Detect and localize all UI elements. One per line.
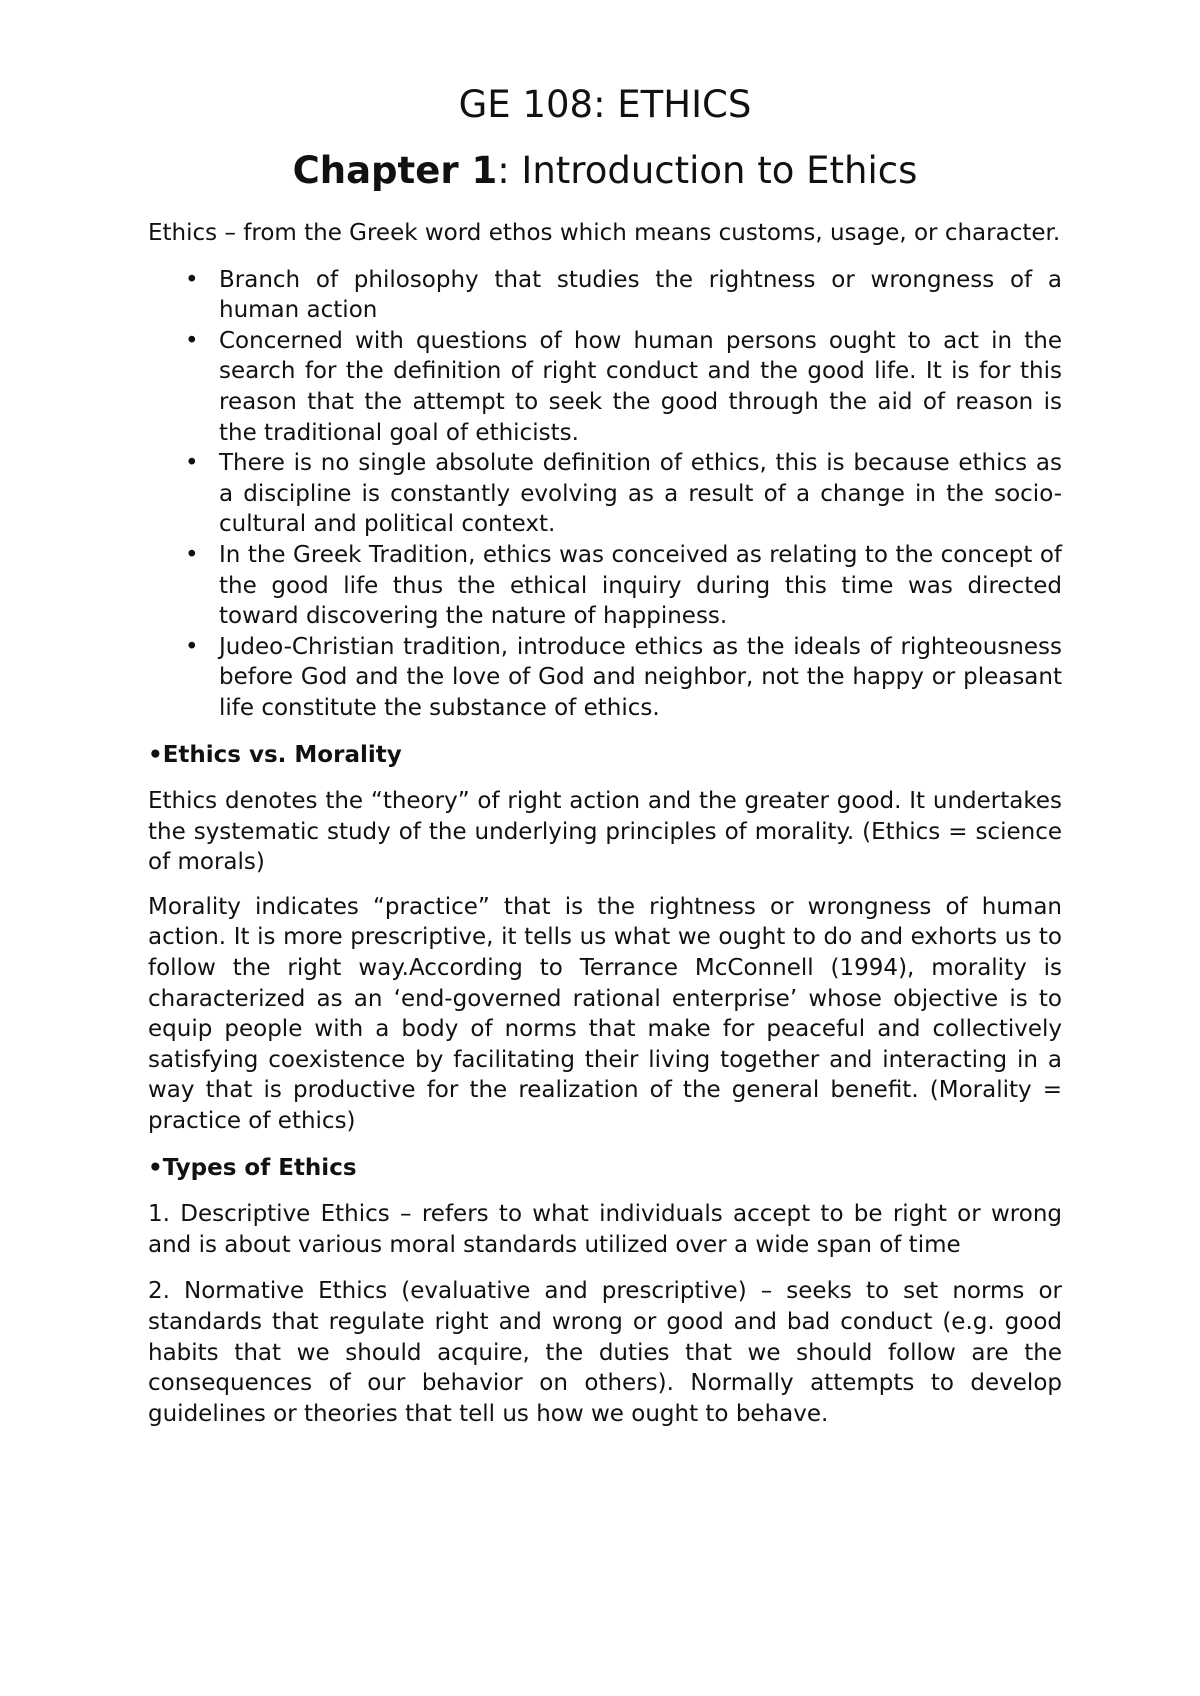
list-item-text: There is no single absolute definition of ethics, this is because ethics as a discipline is constantly evolving as a result of a change in the socio-cultural and political context. [219,450,1062,538]
list-item-text: Judeo-Christian tradition, introduce ethics as the ideals of righteousness before God and the love of God and neighbor, not the happy or pleasant life constitute the substance of ethics. [219,633,1062,721]
ethics-vs-morality-heading: •Ethics vs. Morality [148,741,402,768]
list-item [148,540,1062,632]
chapter-subtitle: : Introduction to Ethics [497,149,918,192]
list-item [148,632,1062,724]
morality-practice-paragraph: Morality indicates “practice” that is the rightness or wrongness of human action. It is more prescriptive, it tells us what we ought to do and exhorts us to follow the right way.According to Terrance McConnell (1994), morality is characterized as an ‘end-governed rational enterprise’ whose objective is to equip people with a body of norms that make for peaceful and collectively satisfying coexistence by facilitating their living together and interacting in a way that is productive for the realization of the general benefit. (Morality = practice of ethics) [148,893,1062,1135]
list-item-text: Branch of philosophy that studies the rightness or wrongness of a human action [219,266,1062,324]
course-title: GE 108: ETHICS [458,83,752,126]
bullet-icon: • [185,541,199,568]
list-item [148,326,1062,448]
types-of-ethics-heading: •Types of Ethics [148,1154,357,1181]
list-item-text: In the Greek Tradition, ethics was conceived as relating to the concept of the good life thus the ethical inquiry during this time was directed toward discovering the nature of happiness. [219,541,1062,630]
document-page [148,80,1062,1429]
chapter-label: Chapter 1 [292,149,498,192]
ethics-definition: Ethics – from the Greek word ethos which means customs, usage, or character. [148,220,1061,246]
bullet-icon: • [185,633,199,660]
ethics-bullet-list [148,265,1062,724]
normative-ethics-paragraph: 2. Normative Ethics (evaluative and prescriptive) – seeks to set norms or standards that regulate right and wrong or good and bad conduct (e.g. good habits that we should acquire, the duties that we should follow are the consequences of our behavior on others). Normally attempts to develop guidelines or theories that tell us how we ought to behave. [148,1278,1062,1427]
bullet-icon: • [185,450,199,477]
ethics-theory-paragraph: Ethics denotes the “theory” of right action and the greater good. It undertakes the systematic study of the underlying principles of morality. (Ethics = science of morals) [148,788,1062,876]
bullet-icon: • [185,266,199,293]
bullet-icon: • [185,327,199,354]
chapter-title [148,146,1062,196]
list-item [148,265,1062,326]
descriptive-ethics-paragraph: 1. Descriptive Ethics – refers to what individuals accept to be right or wrong and is about various moral standards utilized over a wide span of time [148,1201,1062,1258]
list-item [148,448,1062,540]
list-item-text: Concerned with questions of how human persons ought to act in the search for the definition of right conduct and the good life. It is for this reason that the attempt to seek the good through the aid of reason is the traditional goal of ethicists. [219,327,1062,446]
